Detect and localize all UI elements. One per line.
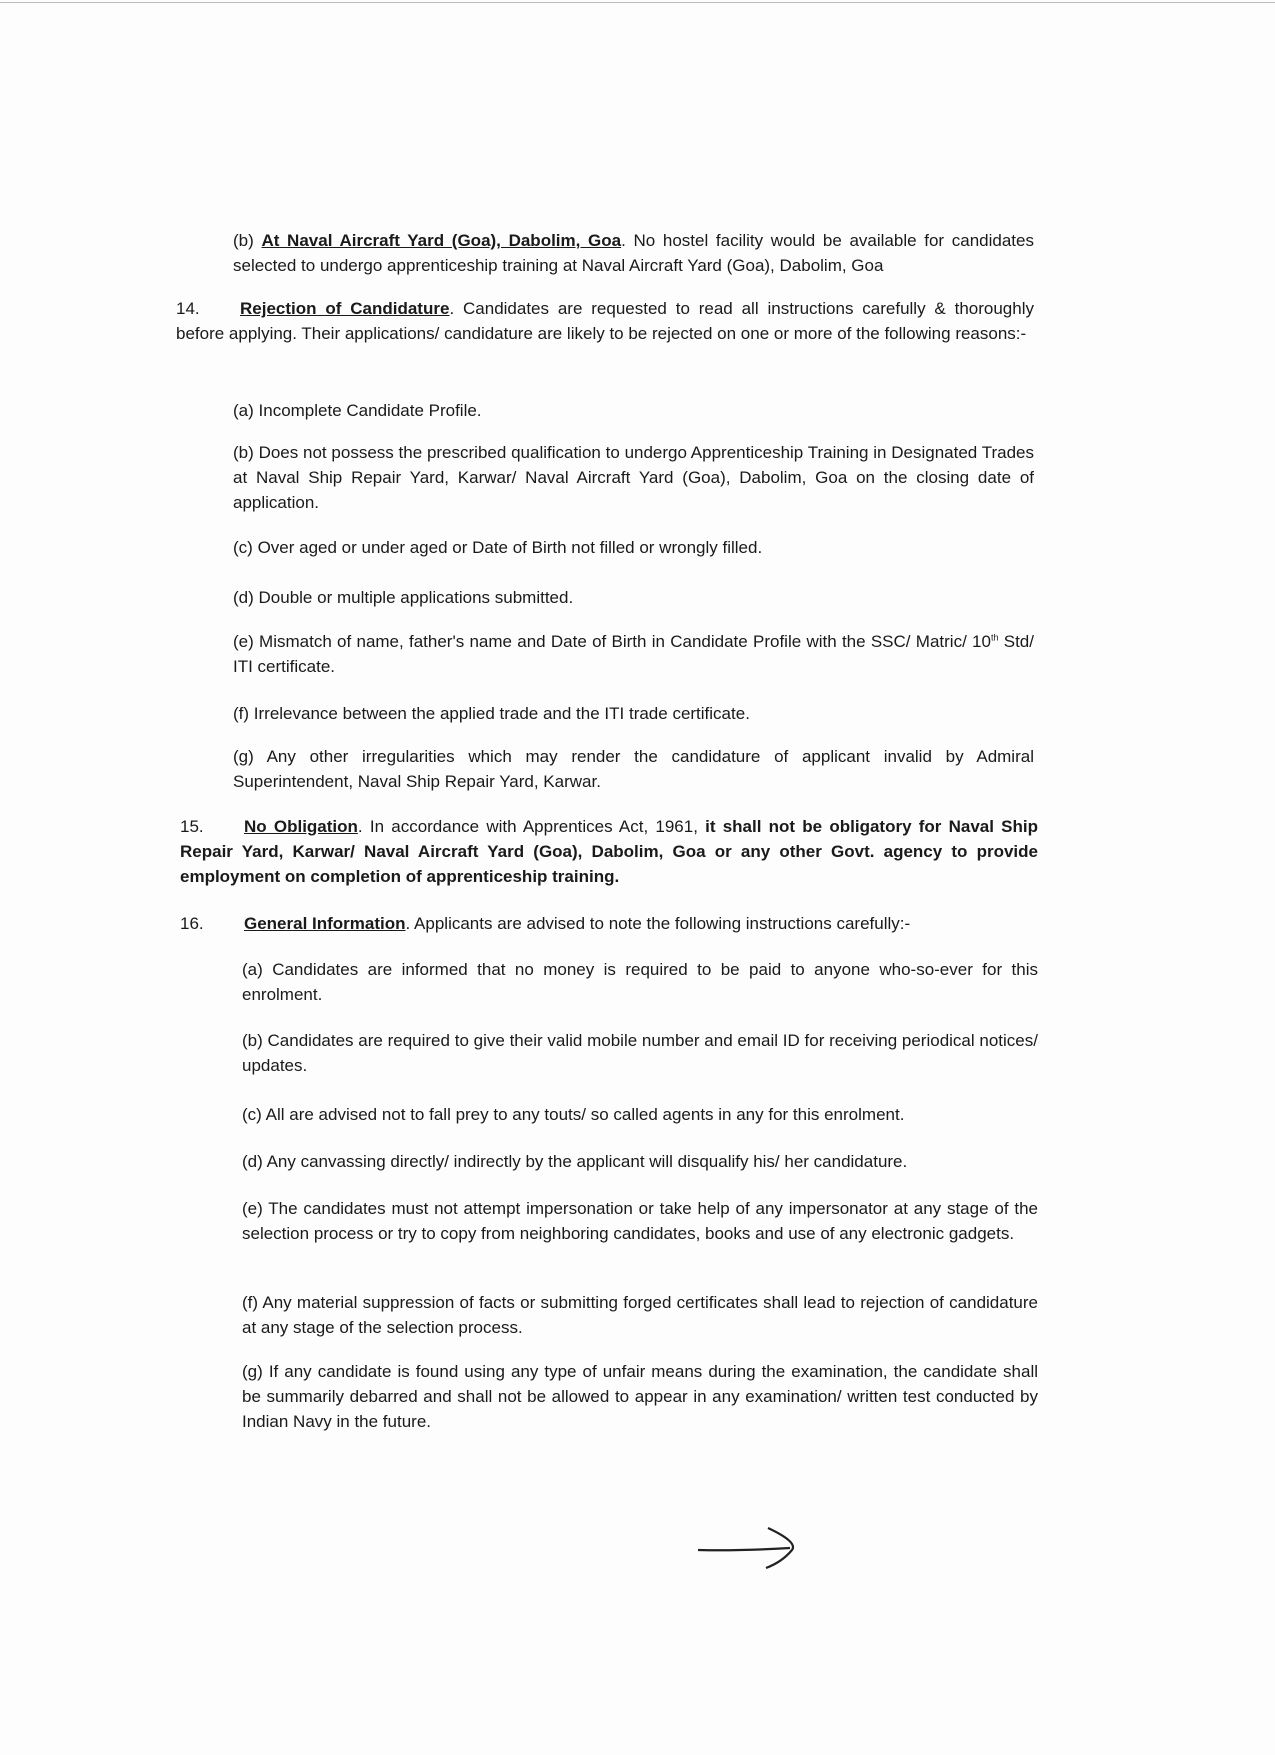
list-item <box>242 1290 1038 1340</box>
item-label: (c) <box>242 1105 262 1124</box>
item-label: (e) <box>242 1199 263 1218</box>
item-text: Candidates are required to give their valid mobile number and email ID for receiving periodical notices/ updates. <box>242 1031 1038 1075</box>
item-label: (g) <box>242 1362 263 1381</box>
item-label: (f) <box>242 1293 259 1312</box>
item-text: Std/ ITI certificate. <box>233 632 1034 676</box>
item-text: Any other irregularities which may render the candidature of applicant invalid by Admiral Superintendent, Naval Ship Repair Yard, Karwar. <box>233 747 1034 791</box>
item-label: (a) <box>233 401 254 420</box>
superscript: th <box>990 632 999 643</box>
item-label: (a) <box>242 960 263 979</box>
section-heading: No Obligation <box>244 817 358 836</box>
list-item <box>233 535 1034 560</box>
list-item <box>242 1196 1038 1246</box>
list-item <box>242 957 1038 1007</box>
item-label: (d) <box>242 1152 263 1171</box>
item-label: (b) <box>242 1031 263 1050</box>
section-text: . In accordance with Apprentices Act, 1961, <box>357 817 706 836</box>
list-item <box>242 1102 1038 1127</box>
section-text: . Applicants are advised to note the following instructions carefully:- <box>405 914 911 933</box>
item-text: Does not possess the prescribed qualification to undergo Apprenticeship Training in Designated Trades at Naval Ship Repair Yard, Karwar/ Naval Aircraft Yard (Goa), Dabolim, Goa on the closing date of application. <box>233 443 1035 512</box>
section-14 <box>176 296 1034 346</box>
item-text: Any material suppression of facts or submitting forged certificates shall lead to rejection of candidature at any stage of the selection process. <box>242 1293 1038 1337</box>
section-number: 16. <box>180 914 204 933</box>
item-text: Irrelevance between the applied trade and the ITI trade certificate. <box>253 704 750 723</box>
section-bold-text: it shall not be obligatory for Naval Ship Repair Yard, Karwar/ Naval Aircraft Yard (Goa), Dabolim, Goa or any other Govt. agency to provide employment on completion of apprenticeship training. <box>180 817 1038 886</box>
item-text: The candidates must not attempt impersonation or take help of any impersonator at any stage of the selection process or try to copy from neighboring candidates, books and use of any electronic gadgets. <box>242 1199 1038 1243</box>
item-text: Incomplete Candidate Profile. <box>258 401 482 420</box>
item-label: (c) <box>233 538 253 557</box>
item-text: Mismatch of name, father's name and Date of Birth in Candidate Profile with the SSC/ Matric/ 10 <box>259 632 991 651</box>
item-label: (b) <box>233 443 254 462</box>
list-item <box>242 1028 1038 1078</box>
list-item <box>233 440 1034 515</box>
para-heading: At Naval Aircraft Yard (Goa), Dabolim, Goa <box>261 231 622 250</box>
item-label: (g) <box>233 747 254 766</box>
item-text: If any candidate is found using any type of unfair means during the examination, the candidate shall be summarily debarred and shall not be allowed to appear in any examination/ written test conducted by Indian Navy in the future. <box>242 1362 1038 1431</box>
section-16 <box>180 911 1038 936</box>
section-15 <box>180 814 1038 889</box>
list-item <box>242 1359 1038 1434</box>
para-text: . No hostel facility would be available for candidates selected to undergo apprenticeship training at Naval Aircraft Yard (Goa), Dabolim, Goa <box>233 231 1034 275</box>
item-text: Candidates are informed that no money is required to be paid to anyone who-so-ever for this enrolment. <box>242 960 1038 1004</box>
item-text: All are advised not to fall prey to any touts/ so called agents in any for this enrolment. <box>265 1105 905 1124</box>
list-item <box>233 629 1034 679</box>
scan-edge-line <box>0 2 1275 3</box>
list-item <box>233 398 1034 423</box>
section-text: . Candidates are requested to read all instructions carefully & thoroughly before applying. Their applications/ candidature are likely to be rejected on one or more of the following reasons:- <box>176 299 1034 343</box>
list-item <box>233 701 1034 726</box>
section-number: 14. <box>176 299 200 318</box>
section-heading: General Information <box>244 914 406 933</box>
item-label: (d) <box>233 588 254 607</box>
section-number: 15. <box>180 817 204 836</box>
item-label: (b) <box>233 231 254 250</box>
list-item <box>233 744 1034 794</box>
item-label: (f) <box>233 704 250 723</box>
list-item <box>242 1149 1038 1174</box>
hostel-para-b <box>233 228 1034 278</box>
list-item <box>233 585 1034 610</box>
handwritten-arrow-icon <box>690 1522 810 1572</box>
item-text: Double or multiple applications submitted. <box>258 588 574 607</box>
section-heading: Rejection of Candidature <box>240 299 450 318</box>
item-text: Over aged or under aged or Date of Birth not filled or wrongly filled. <box>257 538 763 557</box>
item-text: Any canvassing directly/ indirectly by the applicant will disqualify his/ her candidature. <box>266 1152 908 1171</box>
item-label: (e) <box>233 632 254 651</box>
